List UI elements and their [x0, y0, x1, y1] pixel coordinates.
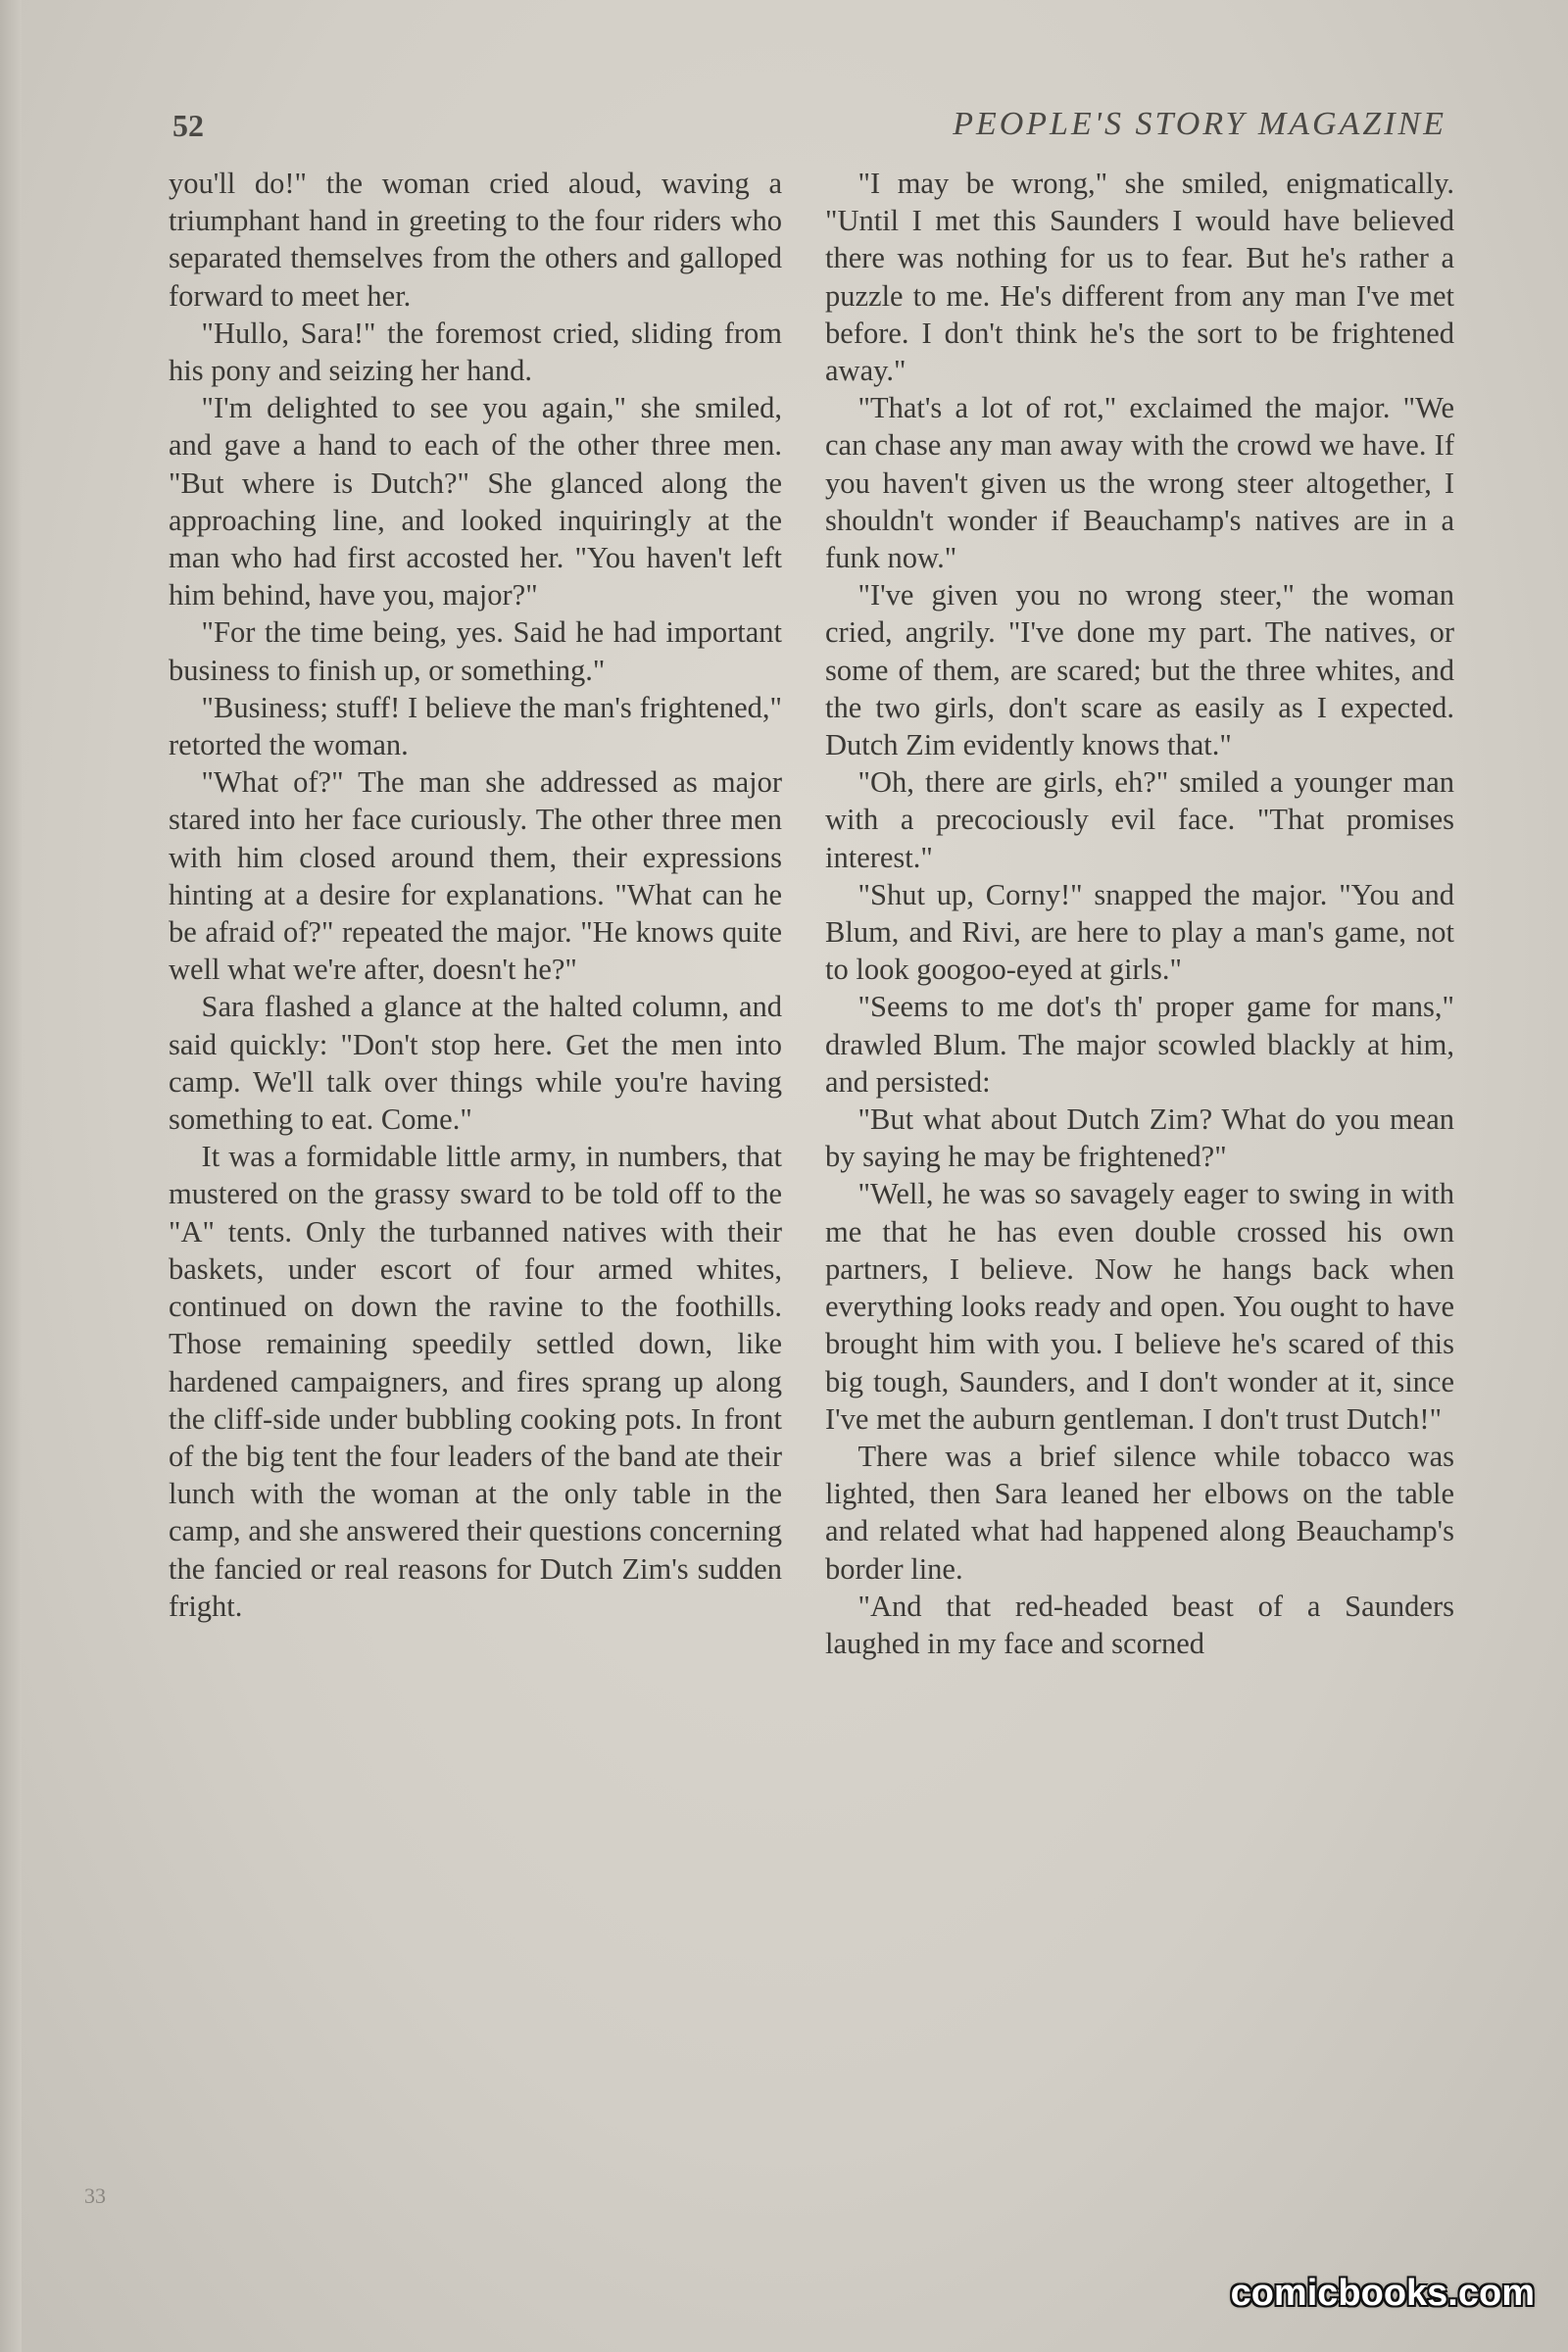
paragraph: "I'm delighted to see you again," she smiled, and gave a hand to each of the other three men. "But where is Dutch?" She glanced along the approaching line, and looked inquiringly at the man who had first accosted her. "You haven't left him behind, have you, major?"	[169, 391, 782, 612]
paragraph: There was a brief silence while tobacco was lighted, then Sara leaned her elbows on the table and related what had happened along Beauchamp's border line.	[825, 1439, 1454, 1586]
paragraph: you'll do!" the woman cried aloud, waving a triumphant hand in greeting to the four riders who separated themselves from the others and galloped forward to meet her.	[169, 167, 782, 313]
left-column	[169, 165, 782, 1625]
paragraph: "And that red-headed beast of a Saunders laughed in my face and scorned	[825, 1589, 1454, 1660]
paragraph: "Well, he was so savagely eager to swing in with me that he has even double crossed his own partners, I believe. Now he hangs back when everything looks ready and open. You ought to have brought him with you. I believe he's scared of this big tough, Saunders, and I don't wonder at it, since I've met the auburn gentleman. I don't trust Dutch!"	[825, 1177, 1454, 1436]
page-header	[172, 104, 1446, 153]
running-title: PEOPLE'S STORY MAGAZINE	[953, 106, 1446, 142]
paragraph: "What of?" The man she addressed as major stared into her face curiously. The other three men with him closed around them, their expressions hinting at a desire for explanations. "What can he be afraid of?" repeated the major. "He knows quite well what we're after, doesn't he?"	[169, 765, 782, 987]
paragraph: "Hullo, Sara!" the foremost cried, sliding from his pony and seizing her hand.	[169, 316, 782, 388]
binding-edge	[0, 0, 22, 2352]
page-number: 52	[172, 108, 204, 143]
right-column	[825, 165, 1454, 1662]
paragraph: "But what about Dutch Zim? What do you mean by saying he may be frightened?"	[825, 1102, 1454, 1174]
site-watermark: comicbooks.com	[1230, 2273, 1535, 2314]
paragraph: "That's a lot of rot," exclaimed the major. "We can chase any man away with the crowd we have. If you haven't given us the wrong steer altogether, I shouldn't wonder if Beauchamp's natives are in a funk now."	[825, 391, 1454, 575]
paragraph: "Shut up, Corny!" snapped the major. "You and Blum, and Rivi, are here to play a man's game, not to look googoo-eyed at girls."	[825, 877, 1454, 987]
paragraph: "I've given you no wrong steer," the woman cried, angrily. "I've done my part. The natives, or some of them, are scared; but the three whites, and the two girls, don't scare as easily as I expected. Dutch Zim evidently knows that."	[825, 578, 1454, 762]
footer-mark: 33	[84, 2183, 106, 2208]
paragraph: "Business; stuff! I believe the man's frightened," retorted the woman.	[169, 690, 782, 762]
paragraph: "For the time being, yes. Said he had important business to finish up, or something."	[169, 615, 782, 687]
paragraph: "Oh, there are girls, eh?" smiled a younger man with a precociously evil face. "That promises interest."	[825, 765, 1454, 874]
paragraph: Sara flashed a glance at the halted column, and said quickly: "Don't stop here. Get the men into camp. We'll talk over things while you're having something to eat. Come."	[169, 990, 782, 1137]
paragraph: "I may be wrong," she smiled, enigmatically. "Until I met this Saunders I would have believed there was nothing for us to fear. But he's rather a puzzle to me. He's different from any man I've met before. I don't think he's the sort to be frightened away."	[825, 167, 1454, 388]
paragraph: "Seems to me dot's th' proper game for mans," drawled Blum. The major scowled blackly at him, and persisted:	[825, 990, 1454, 1099]
paragraph: It was a formidable little army, in numbers, that mustered on the grassy sward to be told off to the "A" tents. Only the turbanned natives with their baskets, under escort of four armed whites, continued on down the ravine to the foothills. Those remaining speedily settled down, like hardened campaigners, and fires sprang up along the cliff-side under bubbling cooking pots. In front of the big tent the four leaders of the band ate their lunch with the woman at the only table in the camp, and she answered their questions concerning the fancied or real reasons for Dutch Zim's sudden fright.	[169, 1140, 782, 1623]
